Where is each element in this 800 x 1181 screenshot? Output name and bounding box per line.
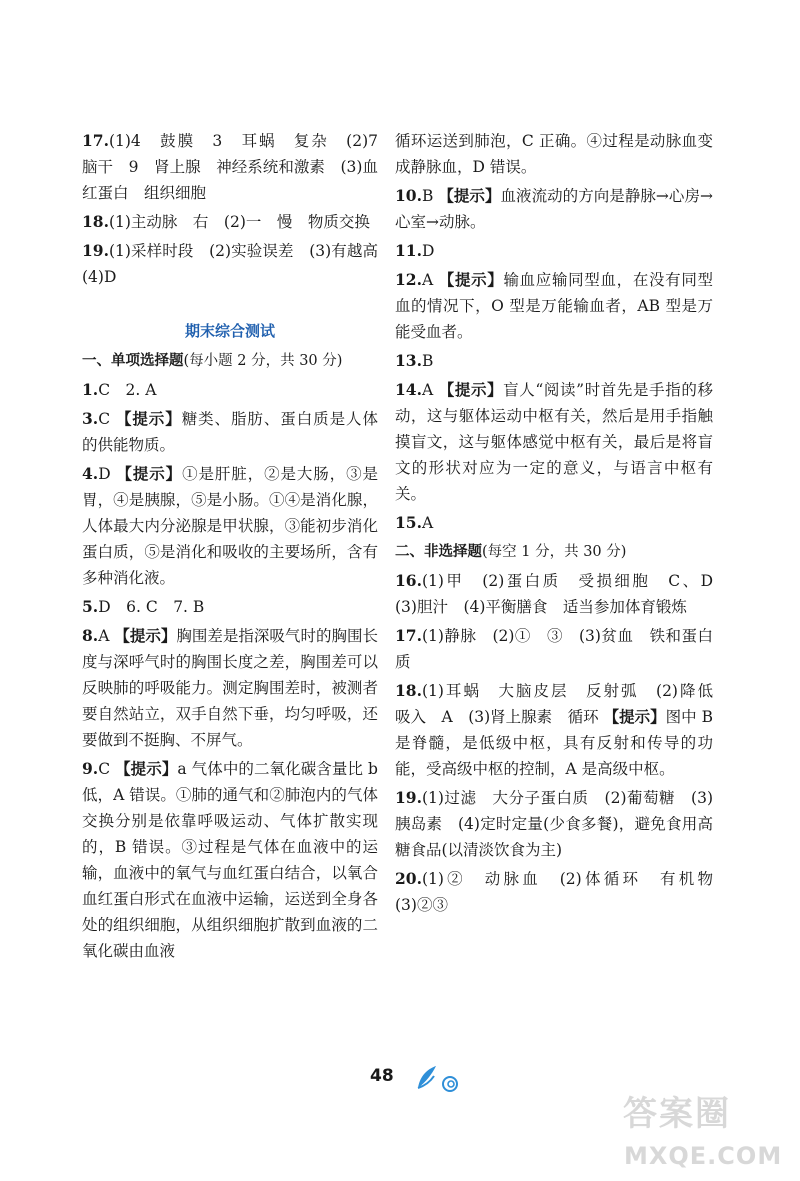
answer-16: 16.(1)甲 (2)蛋白质 受损细胞 C、D (3)胆汁 (4)平衡膳食 适当参加体育锻炼 <box>395 571 729 616</box>
answer-8: 8.A 【提示】胸围差是指深吸气时的胸围长度与深呼气时的胸围长度之差，胸围差可以反映肺的呼吸能力。测定胸围差时，被测者要自然站立，双手自然下垂，均匀呼吸，还要做到不挺胸、不屏气。 <box>82 626 378 749</box>
answer-14: 14.A 【提示】盲人“阅读”时首先是手指的移动，这与躯体运动中枢有关，然后是用手指触摸盲文，这与躯体感觉中枢有关，最后是将盲文的形状对应为一定的意义，与语言中枢有关。 <box>395 380 713 503</box>
answer-4: 4.D 【提示】①是肝脏，②是大肠，③是胃，④是胰腺，⑤是小肠。①④是消化腺，人体最大内分泌腺是甲状腺，③能初步消化蛋白质，⑤是消化和吸收的主要场所，含有多种消化液。 <box>82 464 378 587</box>
answer-18: 18.(1)主动脉 右 (2)一 慢 物质交换 <box>82 212 370 231</box>
section-1-heading: 一、单项选择题(每小题 2 分，共 30 分) <box>82 353 343 369</box>
answer-17: 17.(1)4 鼓膜 3 耳蜗 复杂 (2)7 脑干 9 肾上腺 神经系统和激素 (3)血红蛋白 组织细胞 <box>82 131 394 202</box>
answer-15: 15.A <box>395 513 434 532</box>
watermark-url: MXQE.COM <box>624 1142 783 1170</box>
answer-11: 11.D <box>395 241 435 260</box>
watermark-logo <box>618 1086 788 1176</box>
page-number: 48 <box>370 1066 394 1086</box>
section-title: 期末综合测试 <box>184 322 275 340</box>
answer-18-b: 18.(1)耳蜗 大脑皮层 反射弧 (2)降低 吸入 A (3)肾上腺素 循环 【提示】图中 B 是脊髓，是低级中枢，具有反射和传导的功能，受高级中枢的控制，A 是高级中枢。 <box>395 681 729 778</box>
answer-5-7: 5.D 6. C 7. B <box>82 597 205 616</box>
answer-19: 19.(1)采样时段 (2)实验误差 (3)有越高 (4)D <box>82 241 394 286</box>
answer-9: 9.C 【提示】a 气体中的二氧化碳含量比 b 低，A 错误。①肺的通气和②肺泡内的气体交换分别是依靠呼吸运动、气体扩散实现的，B 错误。③过程是气体在血液中的运输，血液中的氧气与血红蛋白结合，以氧合血红蛋白形式在血液中运输，运送到全身各处的组织细胞，从组织细胞扩散到血液的二氧化碳由血液 <box>82 759 378 960</box>
answer-10: 10.B 【提示】血液流动的方向是静脉→心房→心室→动脉。 <box>395 186 713 231</box>
right-column <box>395 128 729 921</box>
answer-17-b: 17.(1)静脉 (2)① ③ (3)贫血 铁和蛋白质 <box>395 626 713 671</box>
section-2-heading: 二、非选择题(每空 1 分，共 30 分) <box>395 544 627 560</box>
answer-12: 12.A 【提示】输血应输同型血，在没有同型血的情况下，O 型是万能输血者，AB 型是万能受血者。 <box>395 270 713 341</box>
watermark-title: 答案圈 <box>623 1094 731 1134</box>
answer-3: 3.C 【提示】糖类、脂肪、蛋白质是人体的供能物质。 <box>82 409 378 454</box>
answer-1-2: 1.C 2. A <box>82 380 157 399</box>
swirl-leaf-icon <box>412 1062 464 1094</box>
left-column <box>82 128 394 967</box>
answer-19-b: 19.(1)过滤 大分子蛋白质 (2)葡萄糖 (3)胰岛素 (4)定时定量(少食多餐)，避免食用高糖食品(以清淡饮食为主) <box>395 788 713 859</box>
answer-20: 20.(1)② 动脉血 (2)体循环 有机物 (3)②③ <box>395 869 729 914</box>
answer-9-continued: 循环运送到肺泡，C 正确。④过程是动脉血变成静脉血，D 错误。 <box>395 132 713 176</box>
answer-13: 13.B <box>395 351 434 370</box>
